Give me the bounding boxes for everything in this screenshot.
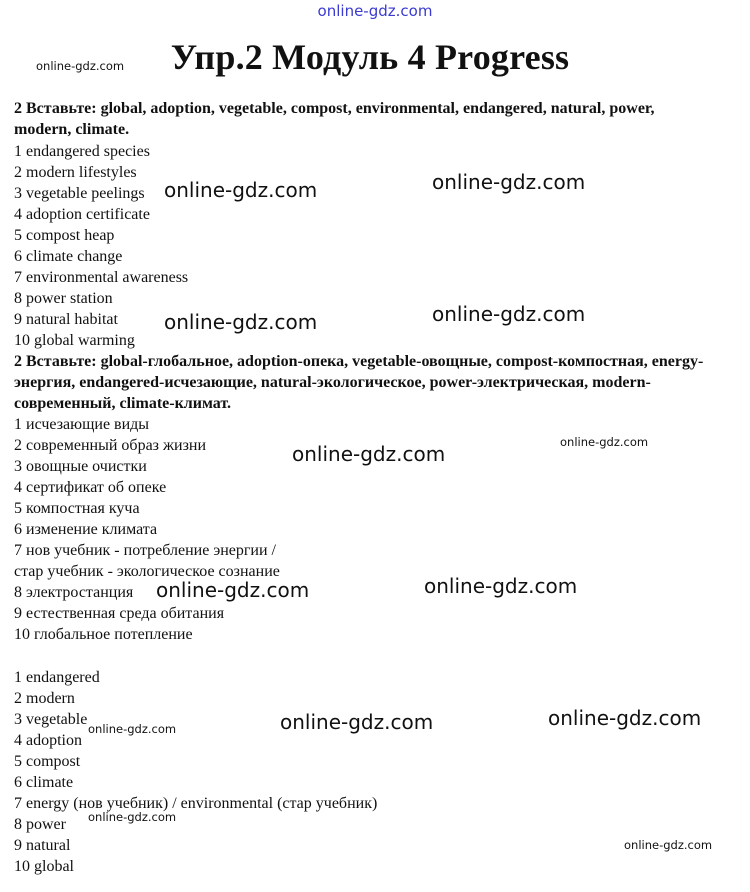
list-item: 7 нов учебник - потребление энергии / [14, 542, 276, 559]
list-item: 3 vegetable [14, 711, 88, 728]
list-item: 2 современный образ жизни [14, 437, 207, 454]
watermark-text: online-gdz.com [432, 170, 586, 194]
watermark-text: online-gdz.com [432, 302, 586, 326]
list-item: 8 электростанция [14, 584, 134, 601]
list-item: 4 adoption certificate [14, 206, 150, 223]
watermark-text: online-gdz.com [36, 59, 125, 73]
list-item: стар учебник - экологическое сознание [14, 563, 280, 580]
list-item: 9 естественная среда обитания [14, 605, 225, 622]
list-item: 1 endangered species [14, 143, 150, 160]
site-watermark-top: online-gdz.com [317, 2, 433, 20]
list-item: 9 natural habitat [14, 311, 118, 328]
list-item: 7 environmental awareness [14, 269, 189, 286]
list-item: 5 compost [14, 753, 81, 770]
list-item: 2 modern [14, 690, 75, 707]
list-item: 4 adoption [14, 732, 82, 749]
list-item: 10 глобальное потепление [14, 626, 193, 643]
list-item: 6 изменение климата [14, 521, 158, 538]
task-ru-prompt: 2 Вставьте: global-глобальное, adoption-опека, vegetable-овощные, compost-компостная, energy-энергия, endangered-исчезающие, natural-экологическое, power-электрическая, modern-современный, climate-климат. [14, 353, 704, 412]
list-item: 9 natural [14, 837, 71, 854]
list-item: 7 energy (нов учебник) / environmental (стар учебник) [14, 795, 378, 812]
task-en-list [14, 141, 188, 351]
page-title: Упр.2 Модуль 4 Progress [170, 37, 570, 77]
list-item: 10 global warming [14, 332, 135, 349]
watermark-text: online-gdz.com [88, 722, 177, 736]
answers-list [14, 667, 377, 877]
watermark-text: online-gdz.com [164, 310, 318, 334]
list-item: 8 power station [14, 290, 113, 307]
list-item: 4 сертификат об опеке [14, 479, 167, 496]
list-item: 6 climate [14, 774, 74, 791]
watermark-text: online-gdz.com [560, 435, 649, 449]
watermark-text: online-gdz.com [424, 574, 578, 598]
list-item: 5 compost heap [14, 227, 115, 244]
watermark-text: online-gdz.com [292, 442, 446, 466]
list-item: 10 global [14, 858, 74, 875]
watermark-text: online-gdz.com [156, 578, 310, 602]
watermark-text: online-gdz.com [624, 838, 713, 852]
list-item: 5 компостная куча [14, 500, 140, 517]
list-item: 1 исчезающие виды [14, 416, 150, 433]
list-item: 1 endangered [14, 669, 100, 686]
list-item: 6 climate change [14, 248, 123, 265]
task-en-prompt: 2 Вставьте: global, adoption, vegetable, compost, environmental, endangered, natural, power, modern, climate. [14, 100, 655, 138]
list-item: 2 modern lifestyles [14, 164, 137, 181]
list-item: 3 овощные очистки [14, 458, 147, 475]
task-ru-list [14, 414, 280, 645]
watermark-text: online-gdz.com [548, 706, 702, 730]
watermark-text: online-gdz.com [280, 710, 434, 734]
watermark-text: online-gdz.com [164, 178, 318, 202]
list-item: 8 power [14, 816, 66, 833]
list-item: 3 vegetable peelings [14, 185, 145, 202]
watermark-text: online-gdz.com [88, 810, 177, 824]
